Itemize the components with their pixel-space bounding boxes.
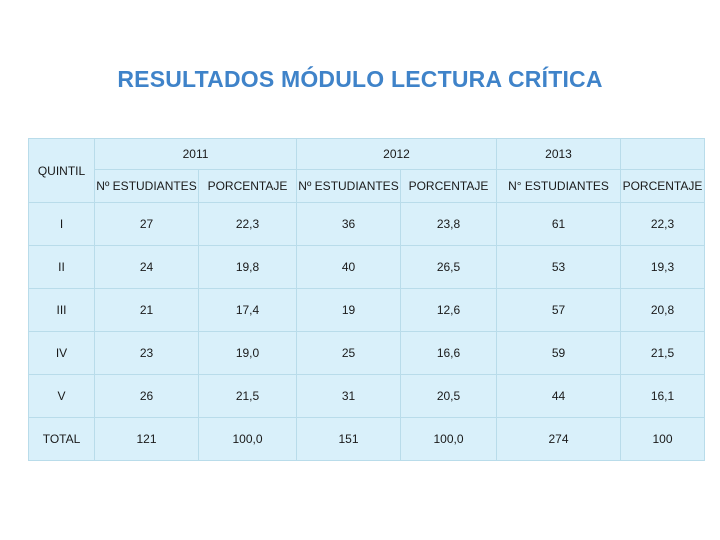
- table-cell: 26,5: [401, 246, 497, 289]
- table-row: [29, 203, 705, 246]
- table-cell: 12,6: [401, 289, 497, 332]
- year-2012-header: 2012: [297, 139, 497, 170]
- row-label: IV: [29, 332, 95, 375]
- year-2011-header: 2011: [95, 139, 297, 170]
- subheader-2012-percent: PORCENTAJE: [401, 170, 497, 203]
- table-cell: 40: [297, 246, 401, 289]
- table-cell: 21: [95, 289, 199, 332]
- table-cell: 21,5: [199, 375, 297, 418]
- table-cell: 25: [297, 332, 401, 375]
- page-title: RESULTADOS MÓDULO LECTURA CRÍTICA: [117, 66, 603, 92]
- table-cell: 16,1: [621, 375, 705, 418]
- table-cell: 22,3: [621, 203, 705, 246]
- subheader-2011-students: Nº ESTUDIANTES: [95, 170, 199, 203]
- table-cell: 57: [497, 289, 621, 332]
- table-cell: 19,3: [621, 246, 705, 289]
- table-cell: 21,5: [621, 332, 705, 375]
- subheader-row: [29, 170, 705, 203]
- table-cell: 53: [497, 246, 621, 289]
- table-cell: 23,8: [401, 203, 497, 246]
- table-cell: 26: [95, 375, 199, 418]
- results-table: [28, 138, 705, 461]
- table-cell: 23: [95, 332, 199, 375]
- table-cell: 121: [95, 418, 199, 461]
- table-cell: 100,0: [199, 418, 297, 461]
- table-cell: 20,8: [621, 289, 705, 332]
- table-cell: 36: [297, 203, 401, 246]
- table-cell: 100: [621, 418, 705, 461]
- subheader-2013-percent: PORCENTAJE: [621, 170, 705, 203]
- table-row-total: [29, 418, 705, 461]
- table-cell: 20,5: [401, 375, 497, 418]
- subheader-2013-students: N° ESTUDIANTES: [497, 170, 621, 203]
- year-header-row: [29, 139, 705, 170]
- row-label: II: [29, 246, 95, 289]
- table-cell: 44: [497, 375, 621, 418]
- table-cell: 17,4: [199, 289, 297, 332]
- subheader-2012-students: Nº ESTUDIANTES: [297, 170, 401, 203]
- table-cell: 59: [497, 332, 621, 375]
- table-row: [29, 332, 705, 375]
- table-cell: 19,8: [199, 246, 297, 289]
- table-cell: 19: [297, 289, 401, 332]
- table-row: [29, 289, 705, 332]
- table-cell: 22,3: [199, 203, 297, 246]
- subheader-2011-percent: PORCENTAJE: [199, 170, 297, 203]
- table-row: [29, 375, 705, 418]
- row-label: TOTAL: [29, 418, 95, 461]
- table-cell: 19,0: [199, 332, 297, 375]
- row-label: I: [29, 203, 95, 246]
- row-label: III: [29, 289, 95, 332]
- table-cell: 151: [297, 418, 401, 461]
- table-cell: 27: [95, 203, 199, 246]
- table-cell: 24: [95, 246, 199, 289]
- table-cell: 61: [497, 203, 621, 246]
- table-cell: 31: [297, 375, 401, 418]
- quintil-header: QUINTIL: [29, 139, 95, 203]
- row-label: V: [29, 375, 95, 418]
- year-2013-header: 2013: [497, 139, 621, 170]
- header-box-empty: [621, 139, 705, 170]
- table-cell: 100,0: [401, 418, 497, 461]
- table-cell: 274: [497, 418, 621, 461]
- table-row: [29, 246, 705, 289]
- table-cell: 16,6: [401, 332, 497, 375]
